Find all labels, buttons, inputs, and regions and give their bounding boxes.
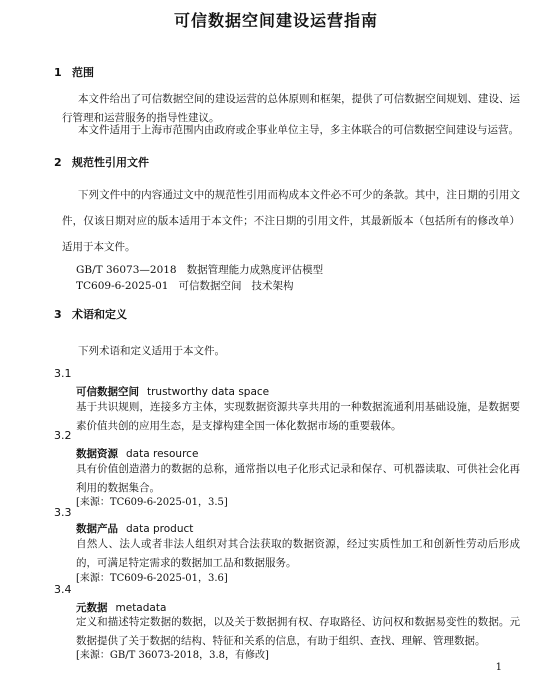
term-title: 元数据 metadata (76, 602, 167, 614)
term-source: [来源：TC609-6-2025-01，3.5] (76, 497, 228, 508)
section-1-heading (54, 64, 94, 80)
section-title: 范围 (72, 66, 94, 79)
section-title: 术语和定义 (72, 308, 127, 321)
section-1-paragraph-2: 本文件适用于上海市范围内由政府或企事业单位主导，多主体联合的可信数据空间建设与运营。 (78, 124, 519, 136)
term-number: 3.4 (54, 583, 72, 596)
term-number: 3.1 (54, 367, 72, 380)
section-3-heading (54, 306, 127, 322)
term-source: [来源：GB/T 36073-2018，3.8，有修改] (76, 650, 269, 661)
section-title: 规范性引用文件 (72, 156, 149, 169)
section-2-heading (54, 154, 149, 170)
term-number: 3.3 (54, 506, 72, 519)
reference-item: GB/T 36073—2018 数据管理能力成熟度评估模型 (76, 264, 324, 276)
section-3-intro: 下列术语和定义适用于本文件。 (78, 345, 225, 357)
page-number: 1 (495, 662, 502, 673)
term-source: [来源：TC609-6-2025-01，3.6] (76, 573, 228, 584)
term-definition: 基于共识规则，连接多方主体，实现数据资源共享共用的一种数据流通利用基础设施，是数据要素价值共创的应用生态，是支撑构建全国一体化数据市场的重要载体。 (76, 401, 520, 432)
reference-item: TC609-6-2025-01 可信数据空间 技术架构 (76, 280, 294, 292)
term-title: 可信数据空间 trustworthy data space (76, 386, 270, 398)
section-number: 3 (54, 308, 62, 321)
term-definition: 具有价值创造潜力的数据的总称，通常指以电子化形式记录和保存、可机器读取、可供社会化再利用的数据集合。 (76, 463, 520, 494)
section-2-paragraph: 下列文件中的内容通过文中的规范性引用而构成本文件必不可少的条款。其中，注日期的引用文件，仅该日期对应的版本适用于本文件；不注日期的引用文件，其最新版本（包括所有的修改单）适用于本文件。 (62, 189, 520, 253)
term-title: 数据产品 data product (76, 523, 194, 535)
term-number: 3.2 (54, 429, 72, 442)
term-definition: 定义和描述特定数据的数据，以及关于数据拥有权、存取路径、访问权和数据易变性的数据。元数据提供了关于数据的结构、特征和关系的信息，有助于组织、查找、理解、管理数据。 (76, 616, 520, 647)
term-definition: 自然人、法人或者非法人组织对其合法获取的数据资源，经过实质性加工和创新性劳动后形成的，可满足特定需求的数据加工品和数据服务。 (76, 538, 520, 569)
term-title: 数据资源 data resource (76, 448, 199, 460)
section-number: 2 (54, 156, 62, 169)
document-title: 可信数据空间建设运营指南 (173, 11, 378, 30)
section-1-paragraph-1: 本文件给出了可信数据空间的建设运营的总体原则和框架，提供了可信数据空间规划、建设、运行管理和运营服务的指导性建议。 (62, 93, 520, 124)
section-number: 1 (54, 66, 62, 79)
